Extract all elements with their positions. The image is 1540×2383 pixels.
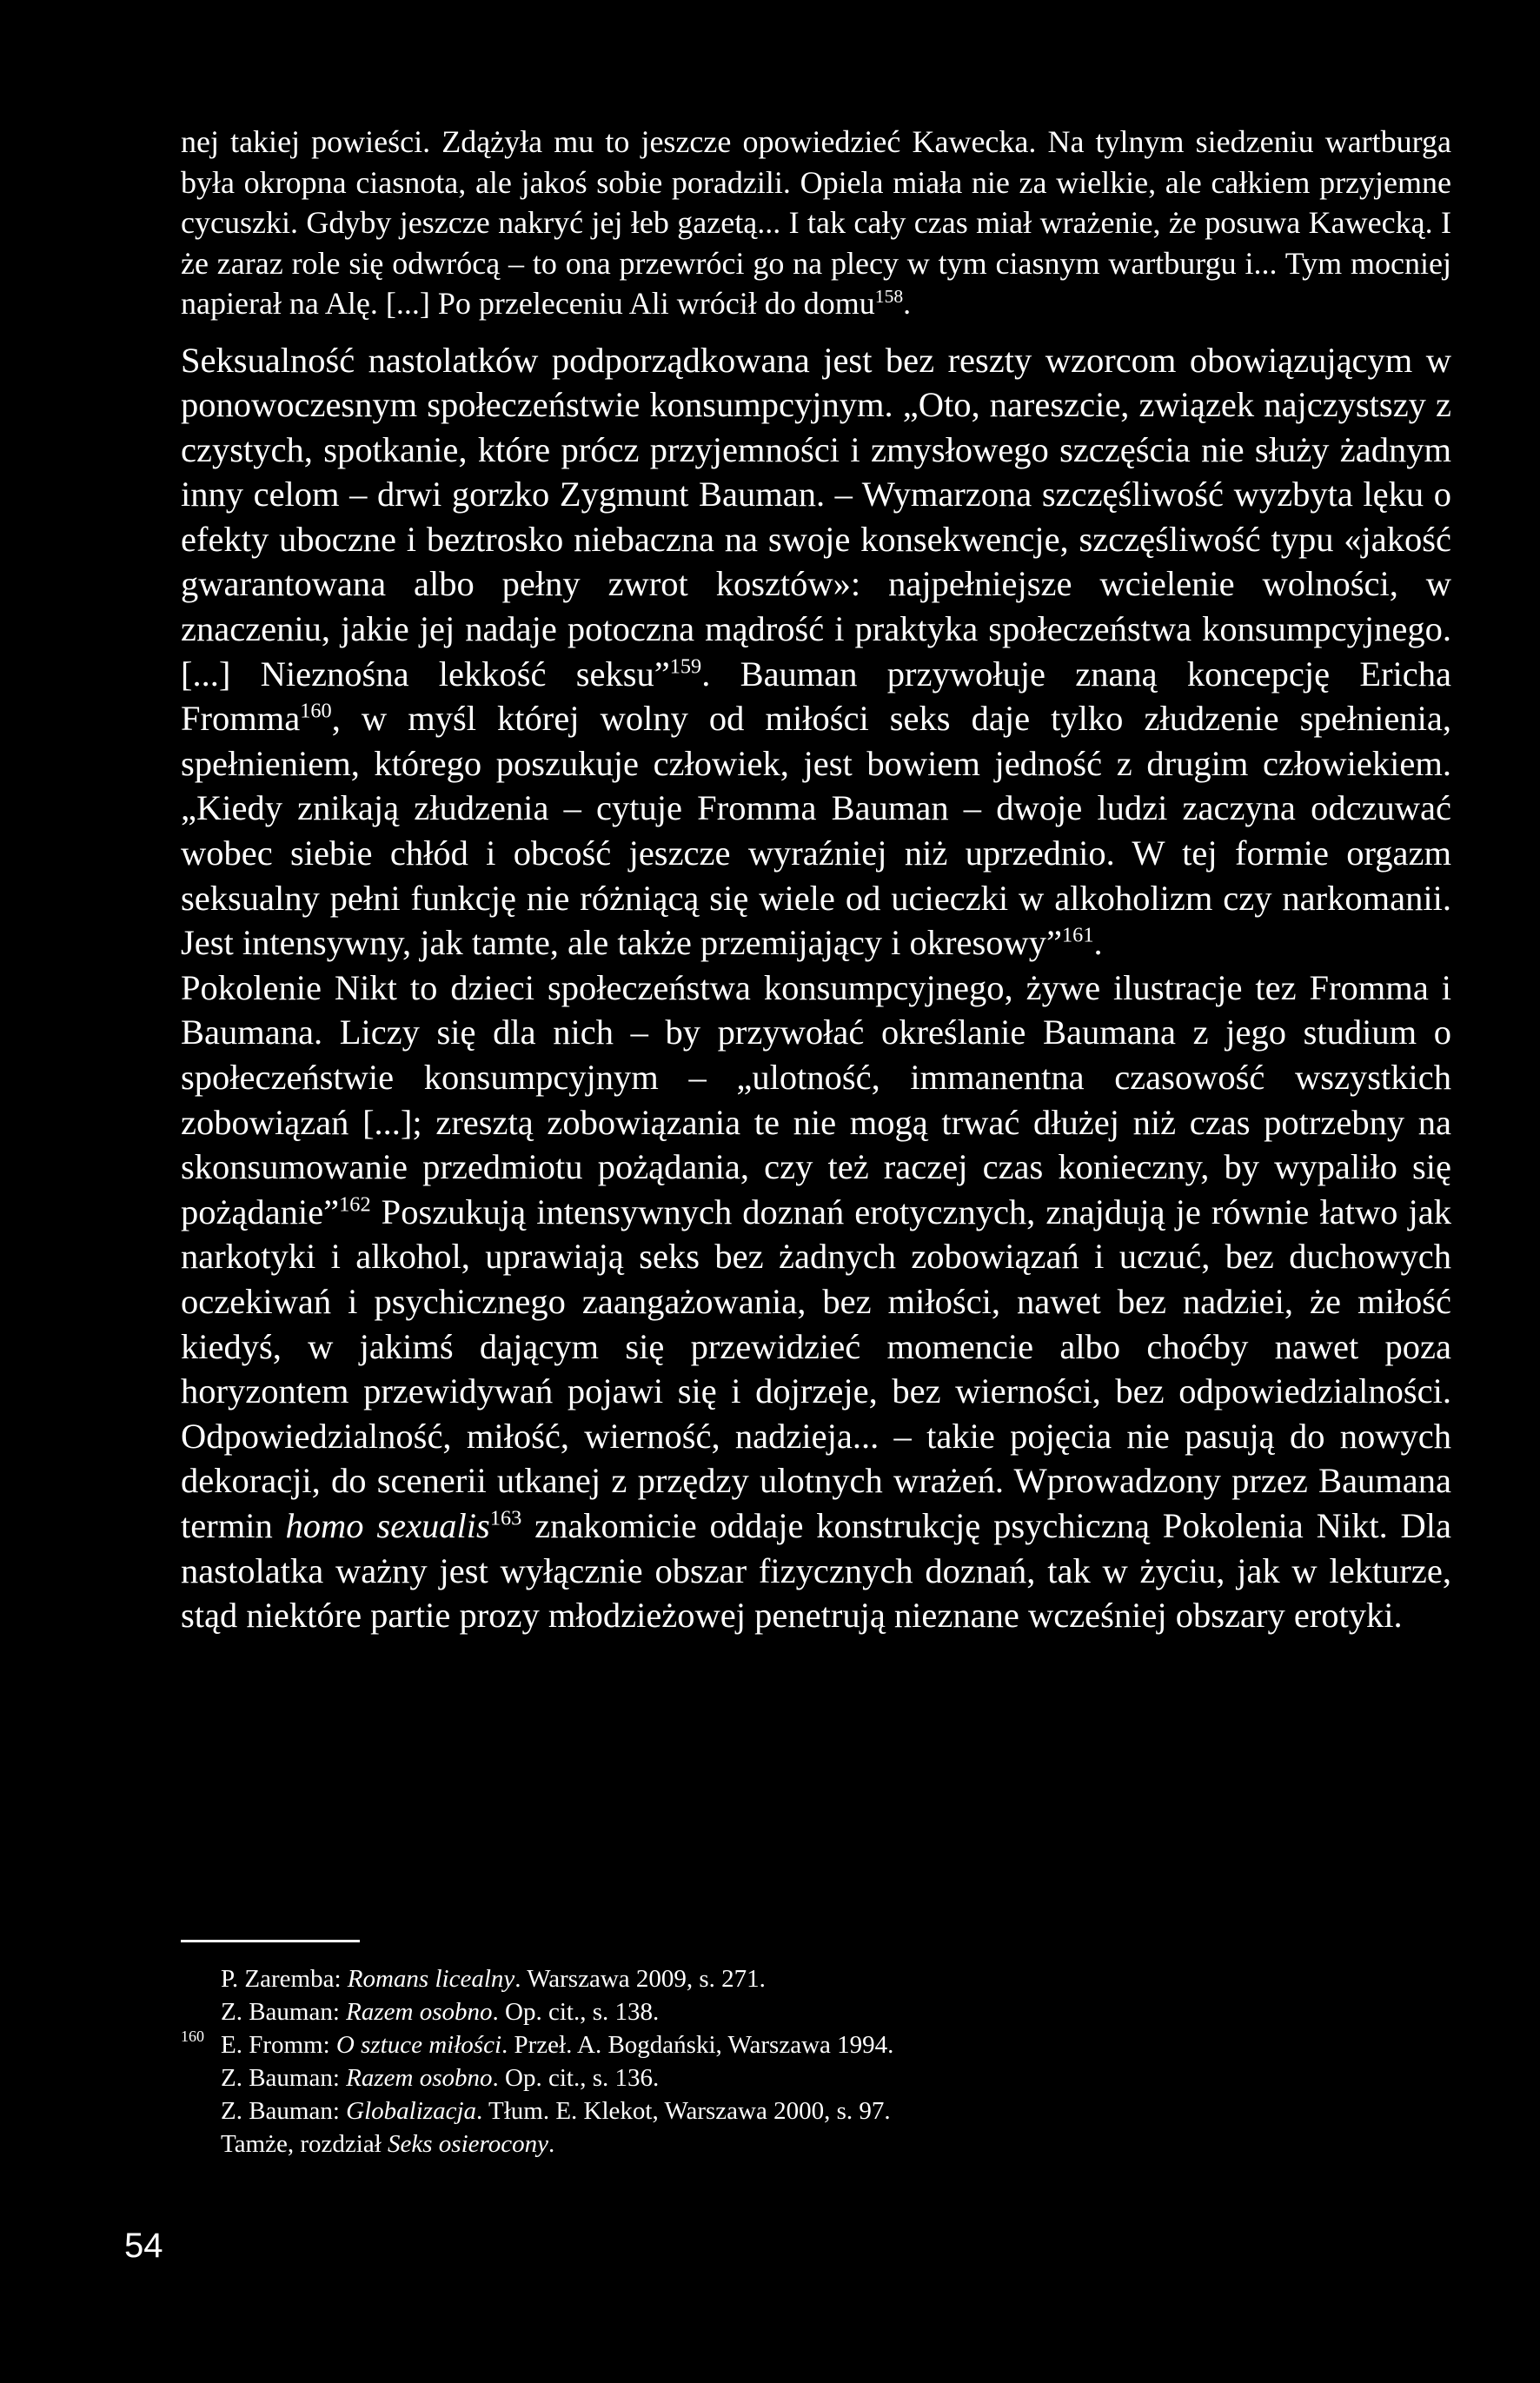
footnote-author: Z. Bauman:: [221, 1998, 347, 2026]
footnote-title: Razem osobno: [346, 1998, 493, 2026]
footnote-number: 160: [181, 2028, 204, 2045]
footnote-details: . Przeł. A. Bogdański, Warszawa 1994.: [501, 2031, 894, 2059]
paragraph-1-text-d: .: [1093, 923, 1103, 963]
footnote-details: . Op. cit., s. 136.: [492, 2064, 660, 2092]
page-number: 54: [124, 2227, 163, 2265]
quote-text-end: .: [903, 286, 912, 321]
footnote: [181, 2028, 1311, 2061]
footnote-title: O sztuce miłości: [335, 2031, 502, 2059]
footnote-title: Romans licealny: [347, 1965, 515, 1993]
paragraph-2: [181, 966, 1451, 1638]
footnote-details: . Tłum. E. Klekot, Warszawa 2000, s. 97.: [476, 2097, 891, 2125]
paragraph-2-text-c: znakomicie oddaje konstrukcję psychiczną Pokolenia Nikt. Dla nastolatka ważny jest wyłącznie obszar fizycznych doznań, tak w życiu, jak w lekturze, stąd niektóre partie prozy młodzieżowej penetrują nieznane wcześniej obszary erotyki.: [181, 1505, 1451, 1636]
paragraph-1: [181, 338, 1451, 966]
footnotes: [181, 1962, 1311, 2161]
footnote: [181, 1962, 1311, 1995]
footnote: [181, 2061, 1311, 2094]
term-homo-sexualis: homo sexualis: [285, 1505, 490, 1545]
paragraph-1-text-a: Seksualność nastolatków podporządkowana jest bez reszty wzorcom obowiązującym w ponowoczesnym społeczeństwie konsumpcyjnym. „Oto, nareszcie, związek najczystszy z czystych, spotkanie, które prócz przyjemności i zmysłowego szczęścia nie służy żadnym inny celom – drwi gorzko Zygmunt Bauman. – Wymarzona szczęśliwość wyzbyta lęku o efekty uboczne i beztrosko niebaczna na swoje konsekwencje, szczęśliwość typu «jakość gwarantowana albo pełny zwrot kosztów»: najpełniejsze wcielenie wolności, w znaczeniu, jakie jej nadaje potoczna mądrość i praktyka społeczeństwa konsumpcyjnego. [...] Nieznośna lekkość seksu”: [181, 340, 1451, 694]
footnote-ref-160: 160: [300, 699, 332, 723]
footnote-ref-161: 161: [1062, 923, 1094, 947]
footnote-title: Seks osierocony: [388, 2130, 548, 2158]
footnote: [181, 1995, 1311, 2028]
paragraph-2-text-a: Pokolenie Nikt to dzieci społeczeństwa konsumpcyjnego, żywe ilustracje tez Fromma i Baumana. Liczy się dla nich – by przywołać określanie Baumana z jego studium o społeczeństwie konsumpcyjnym – „ulotność, immanentna czasowość wszystkich zobowiązań [...]; zresztą zobowiązania te nie mogą trwać dłużej niż czas potrzebny na skonsumowanie przedmiotu pożądania, czy też raczej czas konieczny, by wypaliło się pożądanie”: [181, 967, 1451, 1231]
footnote-details: . Warszawa 2009, s. 271.: [514, 1965, 766, 1993]
footnote-title: Razem osobno: [346, 2064, 493, 2092]
paragraph-1-text-b: . Bauman przywołuje znaną koncepcję Ericha Fromma: [181, 654, 1451, 739]
footnote-title: Globalizacja: [346, 2097, 477, 2125]
paragraph-1-text-c: , w myśl której wolny od miłości seks daje tylko złudzenie spełnienia, spełnieniem, którego poszukuje człowiek, jest bowiem jedność z drugim człowiekiem. „Kiedy znikają złudzenia – cytuje Fromma Bauman – dwoje ludzi zaczyna odczuwać wobec siebie chłód i obcość jeszcze wyraźniej niż uprzednio. W tej formie orgazm seksualny pełni funkcję nie różniącą się wiele od ucieczki w alkoholizm czy narkomanii. Jest intensywny, jak tamte, ale także przemijający i okresowy”: [181, 699, 1451, 963]
paragraph-2-text-b: Poszukują intensywnych doznań erotycznych, znajdują je równie łatwo jak narkotyki i alkohol, uprawiają seks bez żadnych zobowiązań i uczuć, bez duchowych oczekiwań i psychicznego zaangażowania, bez miłości, nawet bez nadziei, że miłość kiedyś, w jakimś dającym się przewidzieć momencie albo choćby nawet poza horyzontem przewidywań pojawi się i dojrzeje, bez wierności, bez odpowiedzialności. Odpowiedzialność, miłość, wierność, nadzieja... – takie pojęcia nie pasują do nowych dekoracji, do scenerii utkanej z przędzy ulotnych wrażeń. Wprowadzony przez Baumana termin: [181, 1192, 1451, 1545]
footnote-author: P. Zaremba:: [221, 1965, 348, 1993]
footnote-ref-158: 158: [874, 286, 904, 307]
footnote-author: E. Fromm:: [221, 2031, 336, 2059]
footnote-details: . Op. cit., s. 138.: [492, 1998, 660, 2026]
quote-text: nej takiej powieści. Zdążyła mu to jeszcze opowiedzieć Kawecka. Na tylnym siedzeniu wartburga była okropna ciasnota, ale jakoś sobie poradzili. Opiela miała nie za wielkie, ale całkiem przyjemne cycuszki. Gdyby jeszcze nakryć jej łeb gazetą... I tak cały czas miał wrażenie, że posuwa Kawecką. I że zaraz role się odwrócą – to ona przewróci go na plecy w tym ciasnym wartburgu i... Tym mocniej napierał na Alę. [...] Po przeleceniu Ali wrócił do domu: [181, 124, 1451, 321]
footnote: [181, 2127, 1311, 2161]
footnote-ref-163: 163: [489, 1506, 522, 1530]
footnote-ref-159: 159: [669, 654, 702, 679]
footnote: [181, 2094, 1311, 2127]
footnote-separator: [181, 1940, 360, 1942]
footnote-ref-162: 162: [339, 1192, 371, 1217]
footnote-details: .: [548, 2130, 555, 2158]
footnote-author: Z. Bauman:: [221, 2097, 347, 2125]
text-block: [181, 122, 1451, 1638]
footnote-author: Tamże, rozdział: [221, 2130, 388, 2158]
quoted-passage: [181, 122, 1451, 324]
footnote-author: Z. Bauman:: [221, 2064, 347, 2092]
